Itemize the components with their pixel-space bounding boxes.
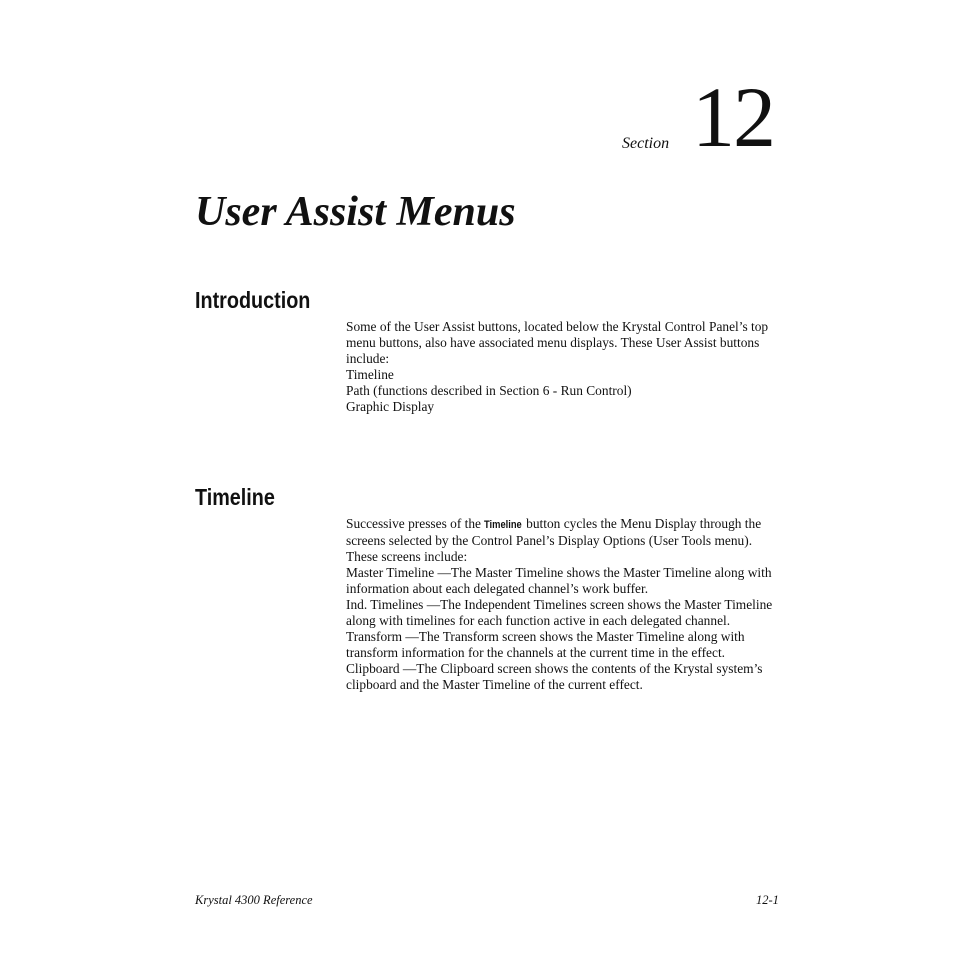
page-title: User Assist Menus: [195, 189, 516, 235]
timeline-body: [346, 516, 780, 693]
timeline-button-reference: Timeline: [484, 519, 523, 531]
timeline-heading: Timeline: [195, 484, 275, 510]
timeline-paragraph-start: Successive presses of the: [346, 516, 485, 531]
list-item: Ind. Timelines —The Independent Timelines screen shows the Master Timeline along with timelines for each function active in each delegated channel.: [346, 597, 773, 628]
list-item: Clipboard —The Clipboard screen shows the contents of the Krystal system’s clipboard and the Master Timeline of the current effect.: [346, 661, 763, 692]
timeline-paragraph-end: button cycles the Menu Display through the screens selected by the Control Panel’s Display Options (User Tools menu). These screens include:: [346, 516, 762, 564]
footer-page-number: 12-1: [756, 893, 779, 907]
list-item: Path (functions described in Section 6 - Run Control): [346, 383, 632, 398]
introduction-paragraph: Some of the User Assist buttons, located below the Krystal Control Panel’s top menu buttons, also have associated menu displays. These User Assist buttons include:: [346, 319, 769, 366]
section-label: Section: [622, 135, 670, 152]
list-item: Transform —The Transform screen shows the Master Timeline along with transform information for the channels at the current time in the effect.: [346, 629, 745, 660]
section-number: 12: [692, 69, 774, 165]
timeline-paragraph: [346, 516, 780, 565]
list-item: Graphic Display: [346, 399, 435, 414]
list-item: Master Timeline —The Master Timeline shows the Master Timeline along with information about each delegated channel’s work buffer.: [346, 565, 772, 596]
footer-document-title: Krystal 4300 Reference: [195, 893, 313, 907]
introduction-body: [346, 319, 780, 415]
list-item: Timeline: [346, 367, 394, 382]
introduction-heading: Introduction: [195, 287, 311, 313]
